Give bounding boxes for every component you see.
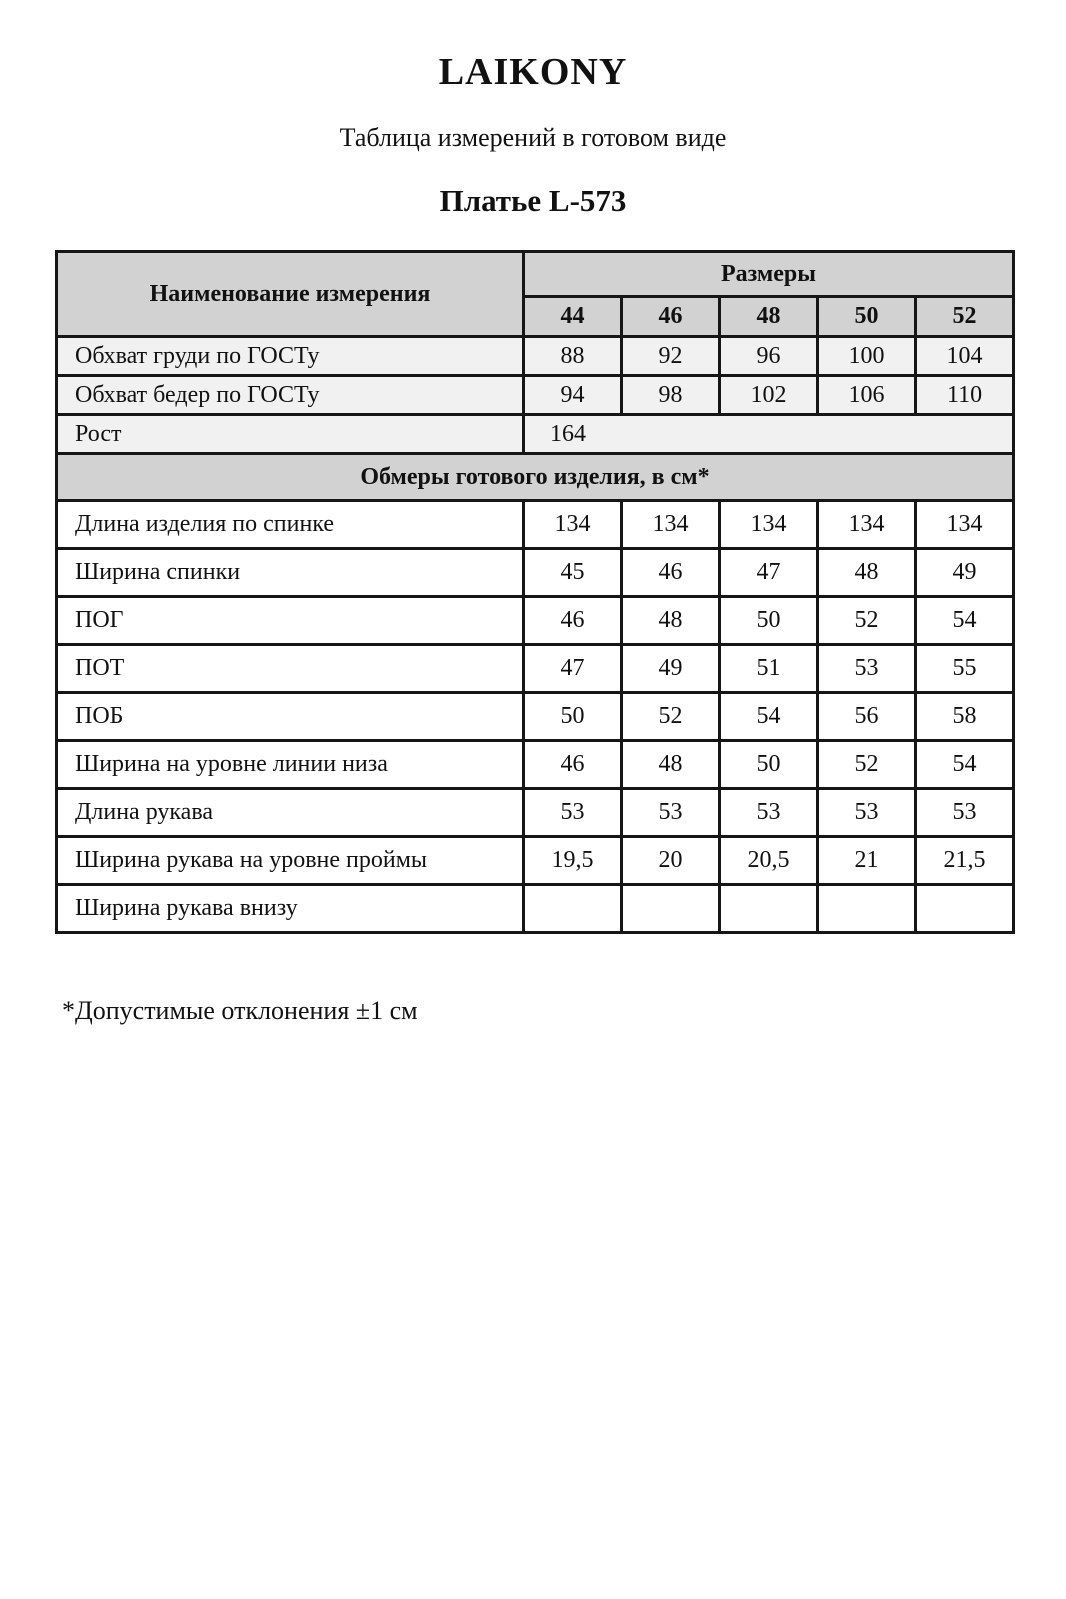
table-row-chest-gost [57,337,1014,376]
cell-value: 46 [622,549,720,597]
cell-value: 102 [720,376,818,415]
size-column-header-44: 44 [524,297,622,337]
cell-value: 98 [622,376,720,415]
measurements-table [55,250,1015,934]
cell-value: 53 [916,789,1014,837]
cell-value: 104 [916,337,1014,376]
cell-value: 58 [916,693,1014,741]
cell-value: 48 [622,597,720,645]
cell-value: 134 [916,501,1014,549]
table-row-hips-gost [57,376,1014,415]
row-label: Обхват бедер по ГОСТу [57,376,524,415]
cell-value: 48 [622,741,720,789]
cell-value: 21 [818,837,916,885]
sizes-group-header: Размеры [524,252,1014,297]
table-row-pog [57,597,1014,645]
table-row-back-length [57,501,1014,549]
cell-value: 53 [818,789,916,837]
row-label: Длина рукава [57,789,524,837]
cell-value: 53 [818,645,916,693]
cell-value: 21,5 [916,837,1014,885]
row-label: Ширина рукава на уровне проймы [57,837,524,885]
size-column-header-52: 52 [916,297,1014,337]
cell-value: 54 [916,597,1014,645]
table-row-sleeve-length [57,789,1014,837]
row-label: Длина изделия по спинке [57,501,524,549]
cell-value [622,885,720,933]
row-label: ПОГ [57,597,524,645]
cell-value [818,885,916,933]
table-row-height [57,415,1014,454]
table-row-sleeve-width-bottom [57,885,1014,933]
cell-value: 134 [818,501,916,549]
cell-value: 48 [818,549,916,597]
cell-value: 134 [524,501,622,549]
cell-value [720,885,818,933]
cell-value: 51 [720,645,818,693]
document-subtitle: Таблица измерений в готовом виде [339,123,727,152]
cell-value: 47 [524,645,622,693]
cell-value: 134 [622,501,720,549]
cell-value: 53 [720,789,818,837]
table-row-pob [57,693,1014,741]
cell-value: 54 [720,693,818,741]
cell-value: 19,5 [524,837,622,885]
cell-value: 46 [524,597,622,645]
cell-value: 94 [524,376,622,415]
cell-value: 49 [622,645,720,693]
size-column-header-48: 48 [720,297,818,337]
row-label: ПОТ [57,645,524,693]
table-section-header-row [57,454,1014,501]
row-label: Обхват груди по ГОСТу [57,337,524,376]
cell-value: 50 [720,741,818,789]
table-row-sleeve-width-armhole [57,837,1014,885]
cell-value: 49 [916,549,1014,597]
table-header-row-sizes-group [57,252,1014,297]
section-header: Обмеры готового изделия, в см* [57,454,1014,501]
brand-title: LAIKONY [438,51,628,93]
cell-value: 50 [524,693,622,741]
cell-value: 96 [720,337,818,376]
cell-value: 100 [818,337,916,376]
cell-value [916,885,1014,933]
cell-value: 52 [818,741,916,789]
cell-value: 55 [916,645,1014,693]
row-label: ПОБ [57,693,524,741]
tolerance-footnote: *Допустимые отклонения ±1 см [62,996,418,1025]
cell-value: 50 [720,597,818,645]
row-label: Ширина спинки [57,549,524,597]
size-column-header-46: 46 [622,297,720,337]
cell-value: 52 [622,693,720,741]
row-label: Ширина на уровне линии низа [57,741,524,789]
cell-value: 20,5 [720,837,818,885]
table-row-back-width [57,549,1014,597]
table-row-pot [57,645,1014,693]
table-row-hem-width [57,741,1014,789]
cell-value: 53 [524,789,622,837]
cell-value: 53 [622,789,720,837]
size-column-header-50: 50 [818,297,916,337]
cell-value: 20 [622,837,720,885]
height-value: 164 [524,415,1014,454]
cell-value: 106 [818,376,916,415]
cell-value: 88 [524,337,622,376]
product-title: Платье L-573 [439,183,627,218]
row-label: Ширина рукава внизу [57,885,524,933]
row-label: Рост [57,415,524,454]
cell-value: 47 [720,549,818,597]
cell-value: 46 [524,741,622,789]
cell-value: 54 [916,741,1014,789]
cell-value: 134 [720,501,818,549]
cell-value: 52 [818,597,916,645]
cell-value: 45 [524,549,622,597]
cell-value: 110 [916,376,1014,415]
cell-value [524,885,622,933]
cell-value: 92 [622,337,720,376]
name-column-header: Наименование измерения [57,252,524,337]
cell-value: 56 [818,693,916,741]
